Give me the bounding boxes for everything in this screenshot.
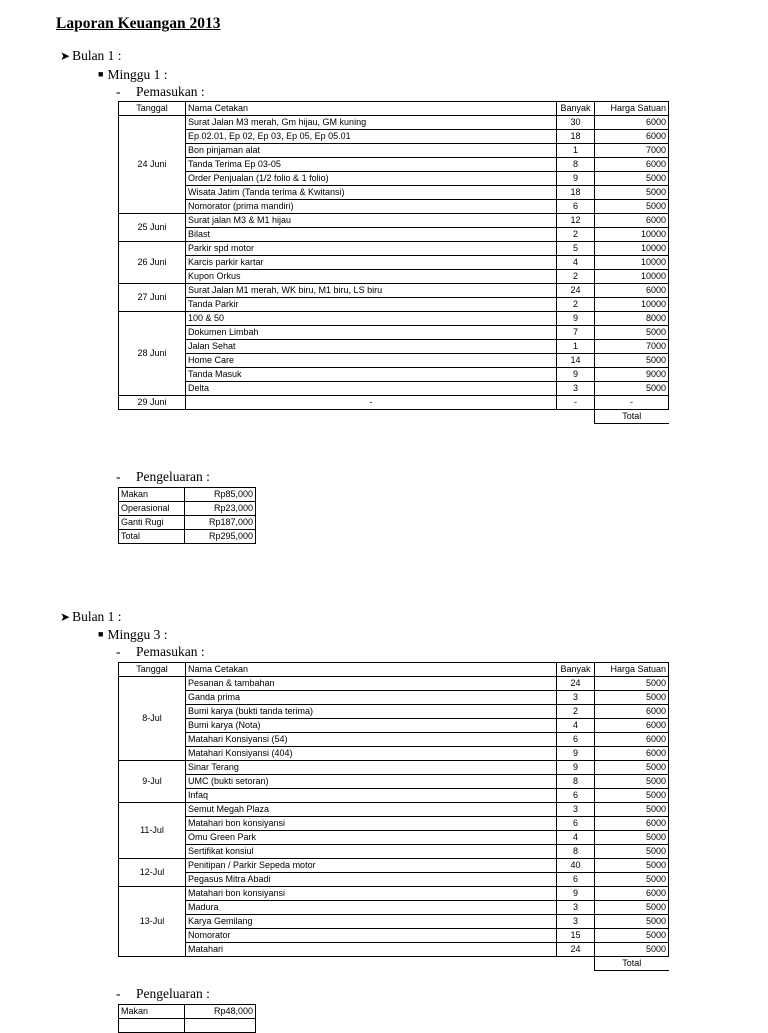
table-row bbox=[119, 901, 669, 915]
nama-cetakan-cell: Wisata Jatim (Tanda terima & Kwitansi) bbox=[186, 186, 557, 200]
harga-satuan-cell: 5000 bbox=[595, 382, 669, 396]
pengeluaran-amount: Rp48,000 bbox=[185, 1005, 256, 1019]
arrow-bullet-icon: ➤ bbox=[60, 49, 71, 63]
total-label: Total bbox=[595, 957, 669, 971]
banyak-cell: 1 bbox=[557, 144, 595, 158]
nama-cetakan-cell: Bilast bbox=[186, 228, 557, 242]
nama-cetakan-cell: Pegasus Mitra Abadi bbox=[186, 873, 557, 887]
harga-satuan-cell: 5000 bbox=[595, 845, 669, 859]
table-row bbox=[119, 845, 669, 859]
harga-satuan-cell: 6000 bbox=[595, 130, 669, 144]
nama-cetakan-cell: UMC (bukti setoran) bbox=[186, 775, 557, 789]
nama-cetakan-cell: Surat Jalan M1 merah, WK biru, M1 biru, LS biru bbox=[186, 284, 557, 298]
banyak-cell: 1 bbox=[557, 340, 595, 354]
report-title: Laporan Keuangan 2013 bbox=[56, 15, 221, 32]
banyak-cell: 2 bbox=[557, 298, 595, 312]
harga-satuan-cell: 5000 bbox=[595, 859, 669, 873]
minggu-label: Minggu 1 : bbox=[107, 67, 168, 82]
pengeluaran-item: Makan bbox=[119, 488, 185, 502]
harga-satuan-cell: 6000 bbox=[595, 747, 669, 761]
pengeluaran-amount: Rp187,000 bbox=[185, 516, 256, 530]
harga-satuan-cell: 5000 bbox=[595, 200, 669, 214]
total-row bbox=[119, 410, 669, 424]
pengeluaran-amount: Rp23,000 bbox=[185, 502, 256, 516]
nama-cetakan-cell: Jalan Sehat bbox=[186, 340, 557, 354]
banyak-cell: 6 bbox=[557, 873, 595, 887]
banyak-cell: 4 bbox=[557, 719, 595, 733]
header-nama-cetakan: Nama Cetakan bbox=[186, 102, 557, 116]
pemasukan-heading-1 bbox=[116, 84, 205, 100]
nama-cetakan-cell: Bon pinjaman alat bbox=[186, 144, 557, 158]
table-row bbox=[119, 677, 669, 691]
banyak-cell: 24 bbox=[557, 943, 595, 957]
table-row bbox=[119, 817, 669, 831]
nama-cetakan-cell: Ganda prima bbox=[186, 691, 557, 705]
harga-satuan-cell: 10000 bbox=[595, 242, 669, 256]
nama-cetakan-cell: Surat Jalan M3 merah, Gm hijau, GM kuning bbox=[186, 116, 557, 130]
table-row bbox=[119, 831, 669, 845]
banyak-cell: 9 bbox=[557, 312, 595, 326]
nama-cetakan-cell: 100 & 50 bbox=[186, 312, 557, 326]
pemasukan-heading-2 bbox=[116, 644, 205, 660]
table-row bbox=[119, 116, 669, 130]
table-row bbox=[119, 915, 669, 929]
pengeluaran-row bbox=[119, 488, 256, 502]
nama-cetakan-cell: Matahari bon konsiyansi bbox=[186, 887, 557, 901]
square-bullet-icon: ■ bbox=[98, 69, 104, 79]
pengeluaran-item: Total bbox=[119, 530, 185, 544]
date-cell: 29 Juni bbox=[119, 396, 186, 410]
date-cell: 13-Jul bbox=[119, 887, 186, 957]
table-row bbox=[119, 803, 669, 817]
harga-satuan-cell: 5000 bbox=[595, 873, 669, 887]
header-row bbox=[119, 663, 669, 677]
nama-cetakan-cell: Bumi karya (bukti tanda terima) bbox=[186, 705, 557, 719]
table-row bbox=[119, 733, 669, 747]
pengeluaran-item bbox=[119, 1019, 185, 1033]
table-row bbox=[119, 298, 669, 312]
banyak-cell: 40 bbox=[557, 859, 595, 873]
table-row bbox=[119, 256, 669, 270]
table-row bbox=[119, 382, 669, 396]
nama-cetakan-cell: Nomorator bbox=[186, 929, 557, 943]
banyak-cell: 15 bbox=[557, 929, 595, 943]
harga-satuan-cell: 6000 bbox=[595, 733, 669, 747]
empty-cell bbox=[119, 957, 595, 971]
harga-satuan-cell: 5000 bbox=[595, 831, 669, 845]
table-row bbox=[119, 396, 669, 410]
harga-satuan-cell: 10000 bbox=[595, 228, 669, 242]
nama-cetakan-cell: Madura bbox=[186, 901, 557, 915]
bulan-label: Bulan 1 : bbox=[72, 48, 122, 63]
nama-cetakan-cell: Parkir spd motor bbox=[186, 242, 557, 256]
table-row bbox=[119, 929, 669, 943]
table-row bbox=[119, 859, 669, 873]
table-row bbox=[119, 705, 669, 719]
date-cell: 12-Jul bbox=[119, 859, 186, 887]
banyak-cell: 2 bbox=[557, 270, 595, 284]
minggu-heading-2 bbox=[98, 627, 167, 643]
nama-cetakan-cell: Bumi karya (Nota) bbox=[186, 719, 557, 733]
banyak-cell: 7 bbox=[557, 326, 595, 340]
header-row bbox=[119, 102, 669, 116]
table-row bbox=[119, 200, 669, 214]
table-row bbox=[119, 354, 669, 368]
pemasukan-table-2 bbox=[118, 662, 669, 971]
harga-satuan-cell: 6000 bbox=[595, 705, 669, 719]
empty-cell bbox=[119, 410, 595, 424]
pengeluaran-row bbox=[119, 530, 256, 544]
banyak-cell: 3 bbox=[557, 382, 595, 396]
table-row bbox=[119, 130, 669, 144]
pengeluaran-row bbox=[119, 1005, 256, 1019]
harga-satuan-cell: 5000 bbox=[595, 172, 669, 186]
harga-satuan-cell: 10000 bbox=[595, 298, 669, 312]
pengeluaran-label: Pengeluaran : bbox=[136, 469, 210, 484]
harga-satuan-cell: 5000 bbox=[595, 761, 669, 775]
nama-cetakan-cell: Penitipan / Parkir Sepeda motor bbox=[186, 859, 557, 873]
harga-satuan-cell: 5000 bbox=[595, 677, 669, 691]
date-cell: 9-Jul bbox=[119, 761, 186, 803]
dash-bullet: - bbox=[116, 644, 121, 659]
banyak-cell: 14 bbox=[557, 354, 595, 368]
banyak-cell: 8 bbox=[557, 158, 595, 172]
banyak-cell: 24 bbox=[557, 284, 595, 298]
banyak-cell: 8 bbox=[557, 845, 595, 859]
banyak-cell: 24 bbox=[557, 677, 595, 691]
harga-satuan-cell: 8000 bbox=[595, 312, 669, 326]
banyak-cell: 3 bbox=[557, 691, 595, 705]
nama-cetakan-cell: Surat jalan M3 & M1 hijau bbox=[186, 214, 557, 228]
table-row bbox=[119, 144, 669, 158]
table-row bbox=[119, 326, 669, 340]
table-row bbox=[119, 312, 669, 326]
nama-cetakan-cell: Matahari Konsiyansi (404) bbox=[186, 747, 557, 761]
pemasukan-label: Pemasukan : bbox=[136, 84, 205, 99]
square-bullet-icon: ■ bbox=[98, 629, 104, 639]
harga-satuan-cell: 6000 bbox=[595, 817, 669, 831]
banyak-cell: 9 bbox=[557, 172, 595, 186]
banyak-cell: 6 bbox=[557, 789, 595, 803]
table-row bbox=[119, 873, 669, 887]
table-row bbox=[119, 789, 669, 803]
harga-satuan-cell: 5000 bbox=[595, 354, 669, 368]
table-row bbox=[119, 747, 669, 761]
nama-cetakan-cell: Semut Megah Plaza bbox=[186, 803, 557, 817]
harga-satuan-cell: 5000 bbox=[595, 803, 669, 817]
banyak-cell: 4 bbox=[557, 831, 595, 845]
pengeluaran-item: Operasional bbox=[119, 502, 185, 516]
harga-satuan-cell: 5000 bbox=[595, 915, 669, 929]
header-harga-satuan: Harga Satuan bbox=[595, 663, 669, 677]
harga-satuan-cell: 5000 bbox=[595, 186, 669, 200]
nama-cetakan-cell: Infaq bbox=[186, 789, 557, 803]
header-tanggal: Tanggal bbox=[119, 663, 186, 677]
harga-satuan-cell: 6000 bbox=[595, 214, 669, 228]
dash-bullet: - bbox=[116, 84, 121, 99]
pengeluaran-amount: Rp295,000 bbox=[185, 530, 256, 544]
table-row bbox=[119, 270, 669, 284]
bulan-label: Bulan 1 : bbox=[72, 609, 122, 624]
total-row bbox=[119, 957, 669, 971]
harga-satuan-cell: 10000 bbox=[595, 270, 669, 284]
table-row bbox=[119, 340, 669, 354]
table-row bbox=[119, 186, 669, 200]
banyak-cell: 12 bbox=[557, 214, 595, 228]
nama-cetakan-cell: Pesanan & tambahan bbox=[186, 677, 557, 691]
date-cell: 8-Jul bbox=[119, 677, 186, 761]
banyak-cell: 9 bbox=[557, 747, 595, 761]
table-row bbox=[119, 887, 669, 901]
nama-cetakan-cell: Omu Green Park bbox=[186, 831, 557, 845]
table-row bbox=[119, 775, 669, 789]
banyak-cell: 9 bbox=[557, 368, 595, 382]
nama-cetakan-cell: Tanda Terima Ep 03-05 bbox=[186, 158, 557, 172]
banyak-cell: 18 bbox=[557, 130, 595, 144]
pemasukan-table-1 bbox=[118, 101, 669, 424]
pengeluaran-amount: Rp85,000 bbox=[185, 488, 256, 502]
nama-cetakan-cell: Home Care bbox=[186, 354, 557, 368]
dash-bullet: - bbox=[116, 469, 121, 484]
banyak-cell: 2 bbox=[557, 228, 595, 242]
harga-satuan-cell: 6000 bbox=[595, 116, 669, 130]
harga-satuan-cell: 6000 bbox=[595, 284, 669, 298]
nama-cetakan-cell: - bbox=[186, 396, 557, 410]
date-cell: 27 Juni bbox=[119, 284, 186, 312]
banyak-cell: 9 bbox=[557, 761, 595, 775]
table-row bbox=[119, 691, 669, 705]
nama-cetakan-cell: Order Penjualan (1/2 folio & 1 folio) bbox=[186, 172, 557, 186]
table-row bbox=[119, 943, 669, 957]
pengeluaran-label: Pengeluaran : bbox=[136, 986, 210, 1001]
minggu-label: Minggu 3 : bbox=[107, 627, 168, 642]
total-label: Total bbox=[595, 410, 669, 424]
header-banyak: Banyak bbox=[557, 102, 595, 116]
harga-satuan-cell: 9000 bbox=[595, 368, 669, 382]
header-harga-satuan: Harga Satuan bbox=[595, 102, 669, 116]
pengeluaran-table-1 bbox=[118, 487, 256, 544]
table-row bbox=[119, 214, 669, 228]
nama-cetakan-cell: Karcis parkir kartar bbox=[186, 256, 557, 270]
table-row bbox=[119, 761, 669, 775]
harga-satuan-cell: 5000 bbox=[595, 929, 669, 943]
pengeluaran-amount bbox=[185, 1019, 256, 1033]
date-cell: 11-Jul bbox=[119, 803, 186, 859]
harga-satuan-cell: 5000 bbox=[595, 901, 669, 915]
date-cell: 26 Juni bbox=[119, 242, 186, 284]
dash-bullet: - bbox=[116, 986, 121, 1001]
table-row bbox=[119, 719, 669, 733]
header-nama-cetakan: Nama Cetakan bbox=[186, 663, 557, 677]
banyak-cell: 6 bbox=[557, 817, 595, 831]
harga-satuan-cell: 7000 bbox=[595, 340, 669, 354]
banyak-cell: 30 bbox=[557, 116, 595, 130]
nama-cetakan-cell: Matahari bbox=[186, 943, 557, 957]
banyak-cell: 6 bbox=[557, 733, 595, 747]
harga-satuan-cell: 6000 bbox=[595, 719, 669, 733]
header-tanggal: Tanggal bbox=[119, 102, 186, 116]
header-banyak: Banyak bbox=[557, 663, 595, 677]
pengeluaran-item: Makan bbox=[119, 1005, 185, 1019]
harga-satuan-cell: 5000 bbox=[595, 789, 669, 803]
pengeluaran-heading-2 bbox=[116, 986, 210, 1002]
bulan-heading-2 bbox=[60, 609, 122, 625]
nama-cetakan-cell: Tanda Masuk bbox=[186, 368, 557, 382]
banyak-cell: 8 bbox=[557, 775, 595, 789]
banyak-cell: 9 bbox=[557, 887, 595, 901]
banyak-cell: 3 bbox=[557, 915, 595, 929]
date-cell: 24 Juni bbox=[119, 116, 186, 214]
nama-cetakan-cell: Sinar Terang bbox=[186, 761, 557, 775]
harga-satuan-cell: 5000 bbox=[595, 943, 669, 957]
pengeluaran-row bbox=[119, 1019, 256, 1033]
nama-cetakan-cell: Matahari bon konsiyansi bbox=[186, 817, 557, 831]
pengeluaran-heading-1 bbox=[116, 469, 210, 485]
nama-cetakan-cell: Kupon Orkus bbox=[186, 270, 557, 284]
table-row bbox=[119, 368, 669, 382]
nama-cetakan-cell: Ep 02.01, Ep 02, Ep 03, Ep 05, Ep 05.01 bbox=[186, 130, 557, 144]
table-row bbox=[119, 242, 669, 256]
banyak-cell: 5 bbox=[557, 242, 595, 256]
banyak-cell: - bbox=[557, 396, 595, 410]
banyak-cell: 3 bbox=[557, 803, 595, 817]
banyak-cell: 4 bbox=[557, 256, 595, 270]
nama-cetakan-cell: Matahari Konsiyansi (54) bbox=[186, 733, 557, 747]
harga-satuan-cell: 5000 bbox=[595, 326, 669, 340]
date-cell: 25 Juni bbox=[119, 214, 186, 242]
nama-cetakan-cell: Sertifikat konsiul bbox=[186, 845, 557, 859]
table-row bbox=[119, 228, 669, 242]
table-row bbox=[119, 172, 669, 186]
banyak-cell: 3 bbox=[557, 901, 595, 915]
nama-cetakan-cell: Tanda Parkir bbox=[186, 298, 557, 312]
harga-satuan-cell: 5000 bbox=[595, 775, 669, 789]
nama-cetakan-cell: Nomorator (prima mandiri) bbox=[186, 200, 557, 214]
harga-satuan-cell: 6000 bbox=[595, 887, 669, 901]
pengeluaran-item: Ganti Rugi bbox=[119, 516, 185, 530]
pengeluaran-table-2 bbox=[118, 1004, 256, 1033]
table-row bbox=[119, 284, 669, 298]
harga-satuan-cell: 6000 bbox=[595, 158, 669, 172]
harga-satuan-cell: 10000 bbox=[595, 256, 669, 270]
table-row bbox=[119, 158, 669, 172]
banyak-cell: 2 bbox=[557, 705, 595, 719]
harga-satuan-cell: 7000 bbox=[595, 144, 669, 158]
pemasukan-label: Pemasukan : bbox=[136, 644, 205, 659]
pengeluaran-row bbox=[119, 516, 256, 530]
banyak-cell: 6 bbox=[557, 200, 595, 214]
nama-cetakan-cell: Dokumen Limbah bbox=[186, 326, 557, 340]
pengeluaran-row bbox=[119, 502, 256, 516]
nama-cetakan-cell: Karya Gemilang bbox=[186, 915, 557, 929]
bulan-heading-1 bbox=[60, 48, 122, 64]
nama-cetakan-cell: Delta bbox=[186, 382, 557, 396]
arrow-bullet-icon: ➤ bbox=[60, 610, 71, 624]
minggu-heading-1 bbox=[98, 67, 167, 83]
harga-satuan-cell: 5000 bbox=[595, 691, 669, 705]
harga-satuan-cell: - bbox=[595, 396, 669, 410]
date-cell: 28 Juni bbox=[119, 312, 186, 396]
banyak-cell: 18 bbox=[557, 186, 595, 200]
